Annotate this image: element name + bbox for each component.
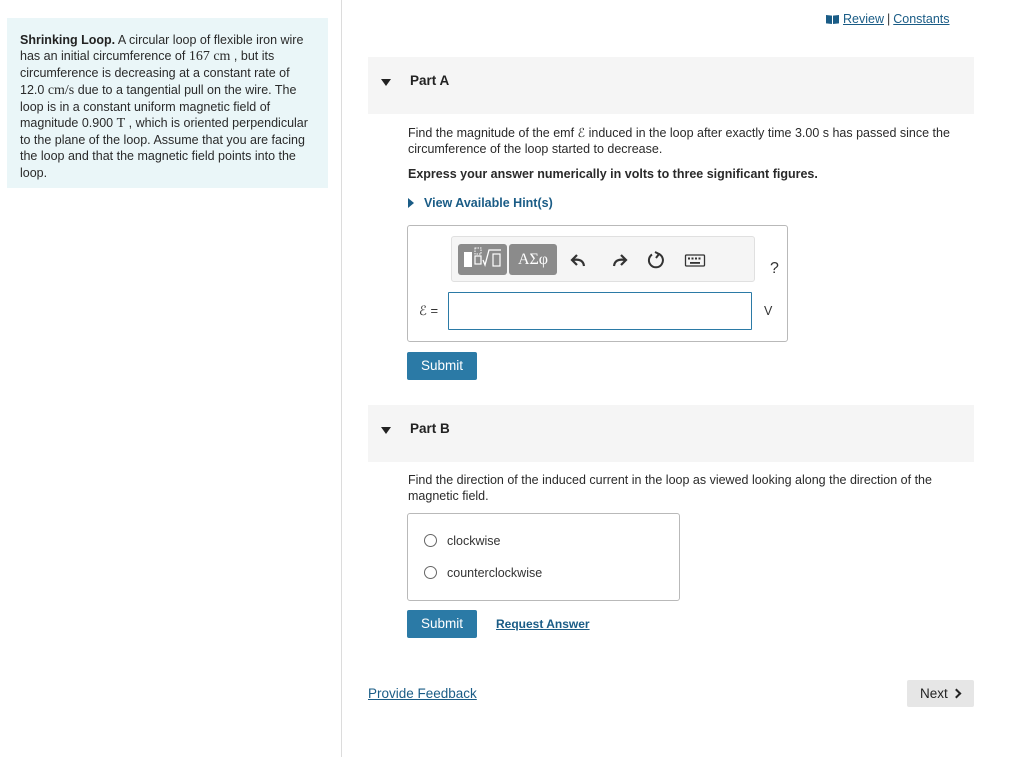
request-answer-link[interactable]: Request Answer bbox=[496, 617, 590, 631]
emf-answer-input[interactable] bbox=[448, 292, 752, 330]
radio-button[interactable] bbox=[424, 566, 437, 579]
unit-label: V bbox=[764, 304, 773, 318]
part-a-submit-button[interactable]: Submit bbox=[407, 352, 477, 380]
math-toolbar bbox=[451, 236, 779, 282]
column-divider bbox=[341, 0, 342, 757]
problem-statement: Shrinking Loop. A circular loop of flexible iron wire has an initial circumference of 167 cm , but its circumference is decreasing at a constant rate of 12.0 cm/s due to a tangential pull on the wire. The loop is in a constant uniform magnetic field of magnitude 0.900 T , which is oriented perpendicular to the plane of the loop. Assume that you are facing the loop and that the magnetic field points into the loop. bbox=[7, 18, 328, 188]
top-links bbox=[826, 12, 950, 27]
part-b-submit-button[interactable]: Submit bbox=[407, 610, 477, 638]
collapse-triangle-icon[interactable] bbox=[381, 79, 391, 86]
constants-link[interactable]: Constants bbox=[893, 12, 950, 26]
part-a-header[interactable] bbox=[368, 57, 974, 114]
answer-box bbox=[407, 225, 788, 342]
part-a-question: Find the magnitude of the emf ℰ induced in the loop after exactly time 3.00 s has passed since the circumference of the loop started to decrease. bbox=[408, 126, 950, 156]
redo-icon[interactable] bbox=[607, 249, 629, 271]
part-b-header[interactable] bbox=[368, 405, 974, 462]
greek-symbols-button[interactable]: ΑΣφ bbox=[509, 244, 557, 275]
problem-title: Shrinking Loop. bbox=[20, 33, 116, 47]
emf-label: ℰ = bbox=[419, 303, 439, 318]
collapse-triangle-icon[interactable] bbox=[381, 427, 391, 434]
book-icon bbox=[826, 13, 839, 27]
reset-icon[interactable] bbox=[645, 249, 667, 271]
option-clockwise[interactable]: clockwise bbox=[424, 534, 501, 548]
part-b-question: Find the direction of the induced current in the loop as viewed looking along the direction of the magnetic field. bbox=[408, 473, 932, 503]
part-a-instruction: Express your answer numerically in volts to three significant figures. bbox=[408, 167, 818, 181]
radio-button[interactable] bbox=[424, 534, 437, 547]
templates-icon bbox=[458, 244, 507, 275]
chevron-right-icon bbox=[951, 689, 961, 699]
part-b-title: Part B bbox=[410, 421, 450, 436]
part-a-title: Part A bbox=[410, 73, 450, 88]
link-separator: | bbox=[887, 12, 891, 26]
expand-triangle-icon bbox=[408, 198, 414, 208]
undo-icon[interactable] bbox=[569, 249, 591, 271]
option-counterclockwise[interactable]: counterclockwise bbox=[424, 566, 542, 580]
help-button[interactable]: ? bbox=[770, 260, 779, 277]
keyboard-icon[interactable] bbox=[684, 249, 706, 271]
review-link[interactable]: Review bbox=[843, 12, 884, 26]
view-hints-link[interactable]: View Available Hint(s) bbox=[408, 196, 553, 210]
provide-feedback-link[interactable]: Provide Feedback bbox=[368, 686, 477, 701]
direction-options bbox=[407, 513, 680, 601]
next-button[interactable]: Next bbox=[907, 680, 974, 707]
templates-button[interactable] bbox=[458, 244, 507, 275]
